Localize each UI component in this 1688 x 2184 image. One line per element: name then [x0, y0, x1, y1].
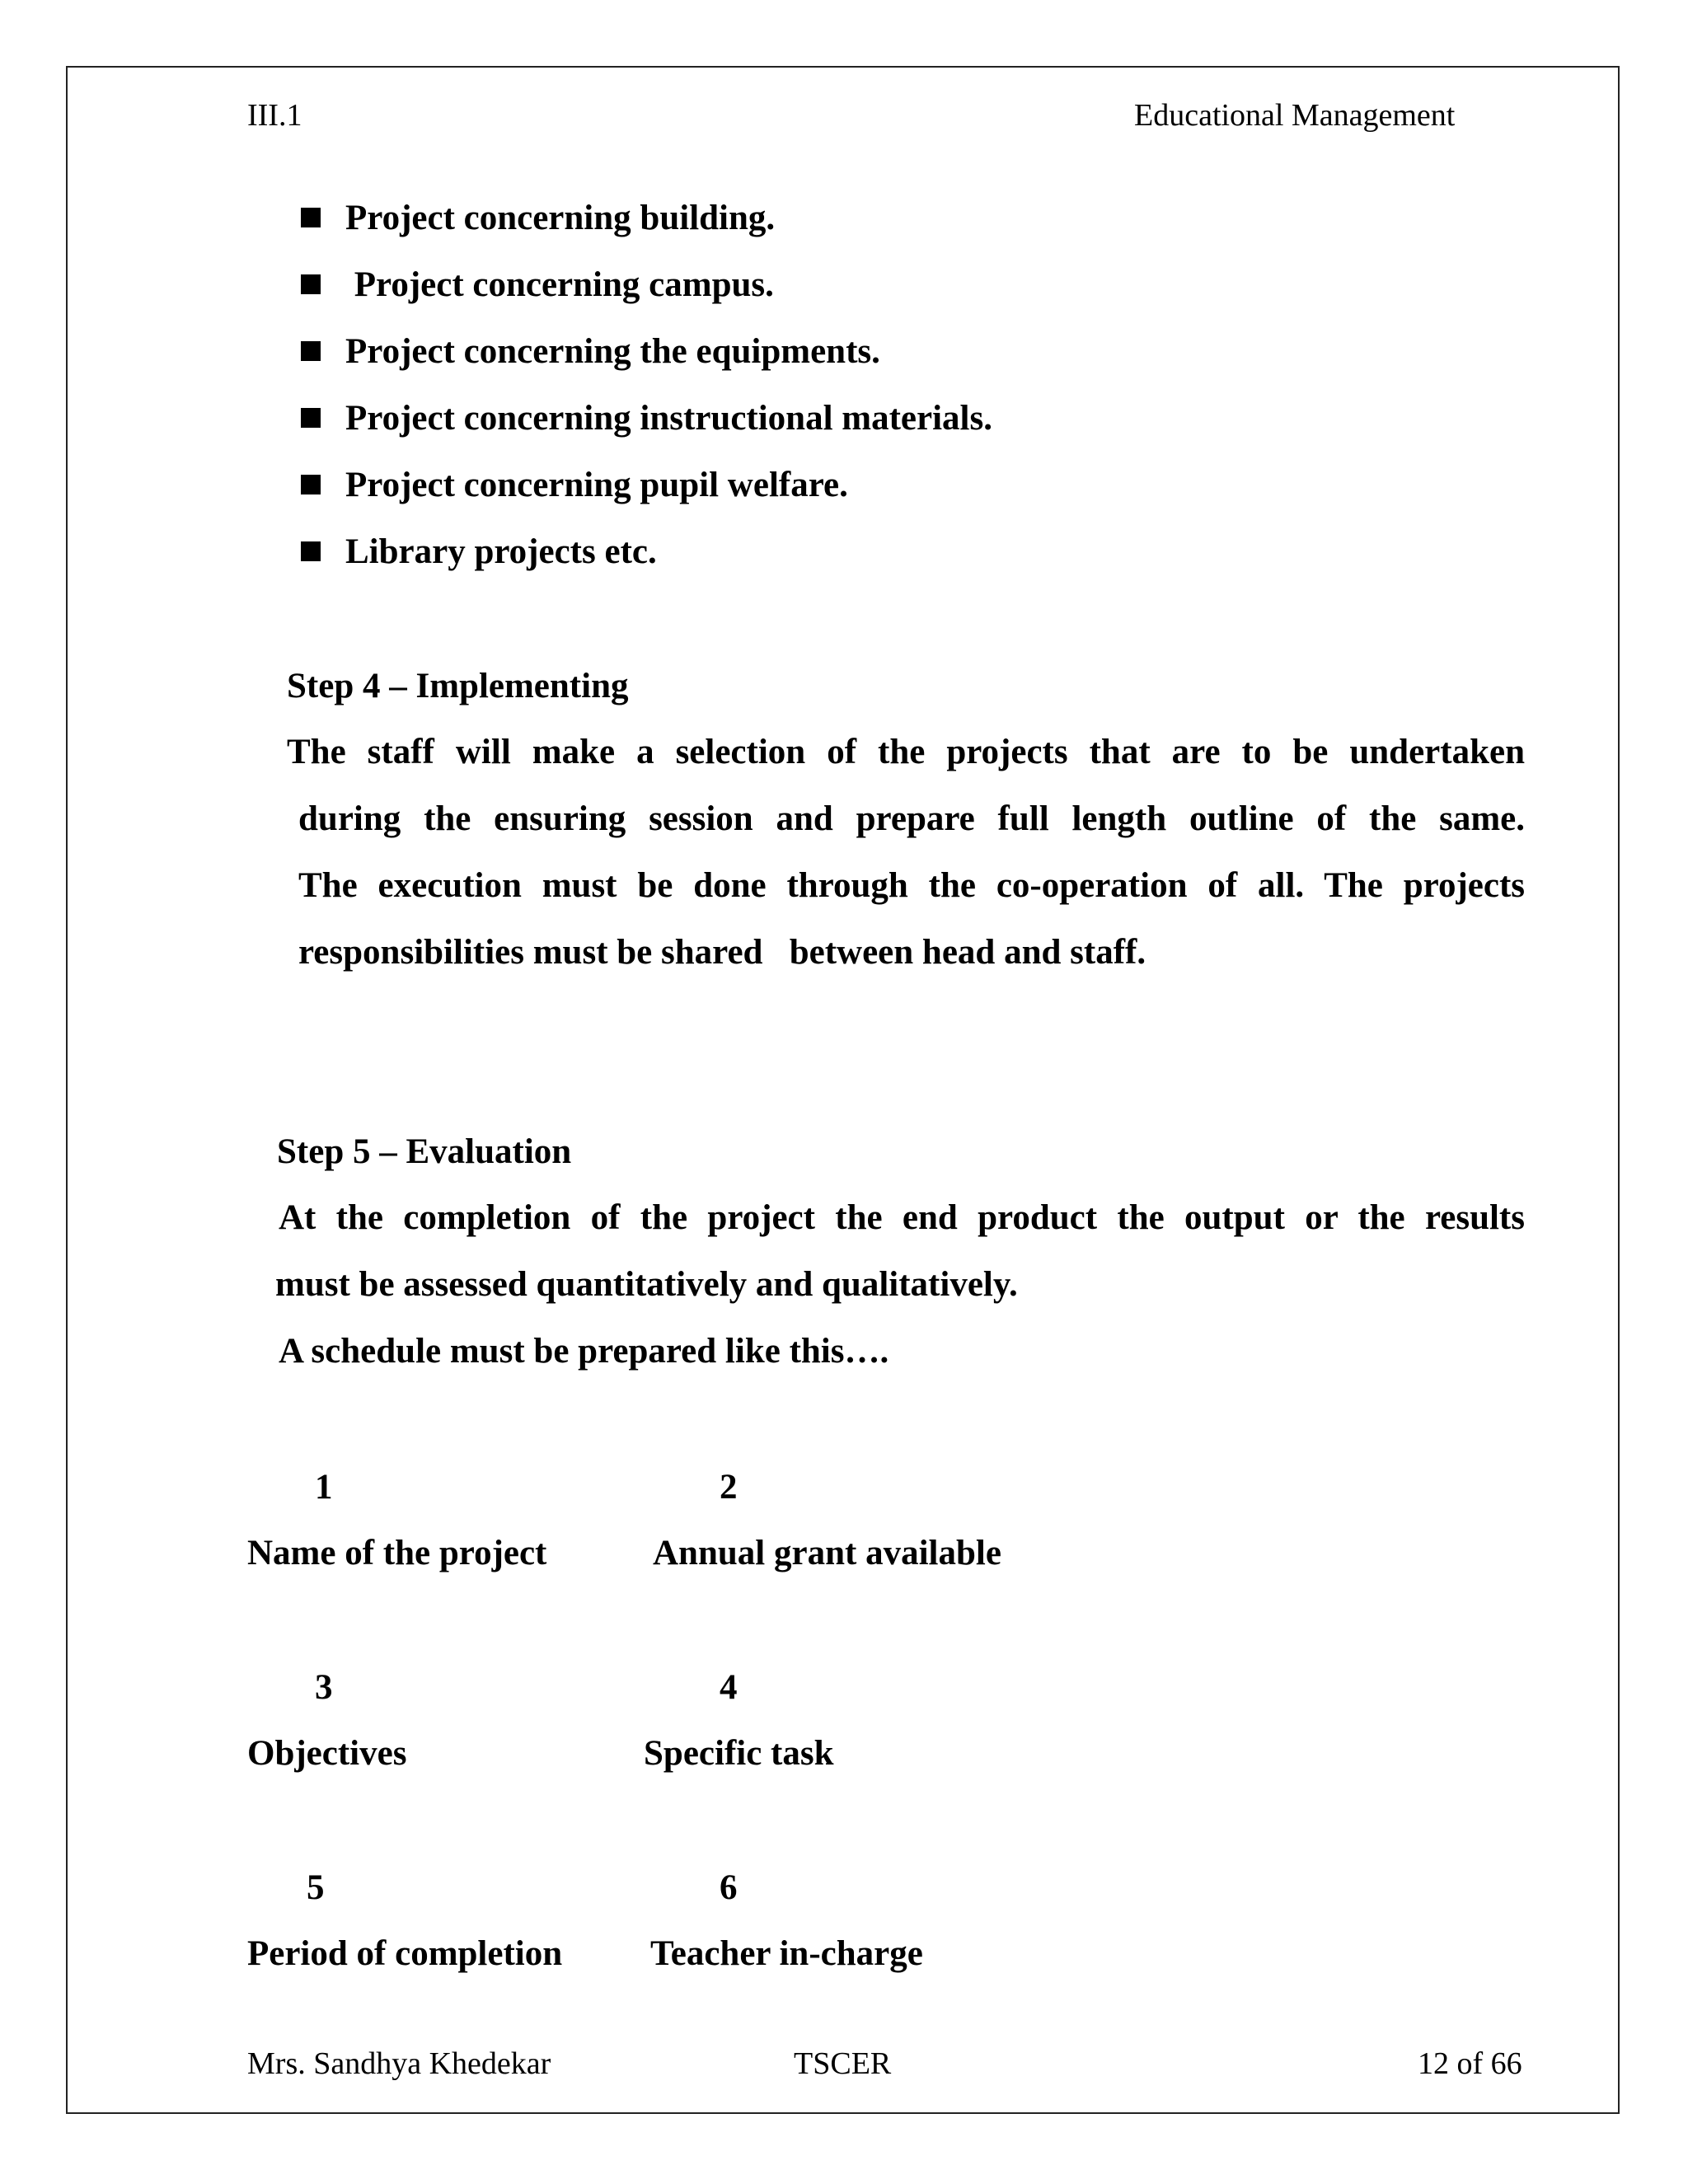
schedule-label: Period of completion	[247, 1934, 563, 1973]
paragraph-line: during the ensuring session and prepare full length outline of the same.	[298, 799, 1525, 838]
project-types-list	[301, 198, 992, 598]
schedule-number: 6	[720, 1868, 738, 1907]
square-bullet-icon	[301, 208, 321, 227]
schedule-label: Objectives	[247, 1734, 407, 1773]
list-item	[301, 398, 992, 465]
list-item	[301, 331, 992, 398]
list-item-text: Project concerning the equipments.	[345, 332, 880, 371]
list-item	[301, 465, 992, 532]
list-item	[301, 265, 992, 331]
paragraph-line: The execution must be done through the co-operation of all. The projects	[298, 866, 1525, 905]
list-item-text: Project concerning pupil welfare.	[345, 466, 848, 504]
paragraph-line: The staff will make a selection of the projects that are to be undertaken	[287, 733, 1525, 771]
step4-heading: Step 4 – Implementing	[287, 667, 629, 705]
schedule-label: Specific task	[644, 1734, 834, 1773]
schedule-label: Teacher in-charge	[650, 1934, 923, 1973]
list-item-text: Project concerning instructional materials.	[345, 399, 992, 438]
step4-paragraph	[287, 732, 1525, 999]
footer-page-number: 12 of 66	[1418, 2046, 1522, 2081]
schedule-number: 3	[315, 1668, 333, 1707]
paragraph-line: must be assessed quantitatively and qualitatively.	[275, 1265, 1018, 1304]
header-title: Educational Management	[1134, 98, 1456, 133]
square-bullet-icon	[301, 475, 321, 494]
list-item-text: Library projects etc.	[345, 532, 657, 571]
header-section-number: III.1	[247, 98, 302, 133]
schedule-number: 4	[720, 1668, 738, 1707]
step5-paragraph	[275, 1197, 1525, 1398]
square-bullet-icon	[301, 274, 321, 294]
square-bullet-icon	[301, 408, 321, 428]
list-item-text: Project concerning campus.	[345, 265, 774, 304]
schedule-number: 5	[307, 1868, 325, 1907]
paragraph-line: responsibilities must be shared between head and staff.	[298, 933, 1146, 972]
footer-institution: TSCER	[794, 2046, 892, 2081]
square-bullet-icon	[301, 341, 321, 361]
paragraph-line: At the completion of the project the end product the output or the results	[279, 1198, 1525, 1237]
step5-heading: Step 5 – Evaluation	[277, 1132, 572, 1171]
paragraph-line: A schedule must be prepared like this….	[279, 1332, 889, 1371]
schedule-number: 2	[720, 1468, 738, 1507]
footer-author: Mrs. Sandhya Khedekar	[247, 2046, 551, 2081]
schedule-number: 1	[315, 1468, 333, 1507]
schedule-label: Annual grant available	[653, 1534, 1001, 1572]
schedule-label: Name of the project	[247, 1534, 547, 1572]
list-item-text: Project concerning building.	[345, 199, 776, 237]
list-item	[301, 532, 992, 598]
square-bullet-icon	[301, 541, 321, 561]
list-item	[301, 198, 992, 265]
